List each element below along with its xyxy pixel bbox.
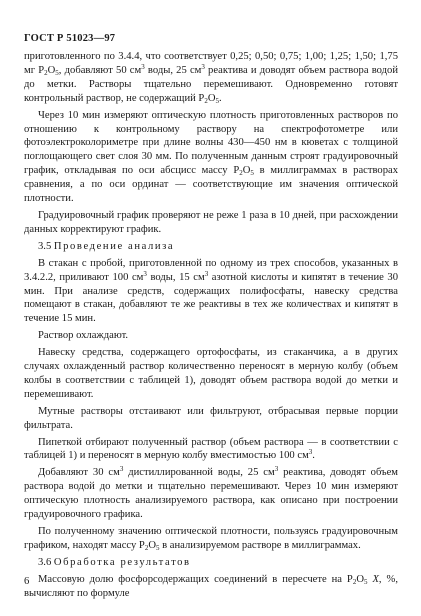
text-run: Навеску средства, содержащего ортофосфаты, из стаканчика, а в других случаях охлажденный раствор количественно переносят в мерную колбу (объем колбы в соответствии с таблицей 1), доводят объем раствора водой до метки и перемешивают.: [24, 347, 398, 400]
text-run: O: [148, 539, 156, 551]
paragraph-p2: [24, 109, 398, 206]
paragraph-p9: [24, 436, 398, 464]
text-run: 2: [204, 96, 208, 105]
text-run: 2: [44, 68, 48, 77]
section-heading: Обработка результатов: [53, 556, 191, 568]
text-run: По полученному значению оптической плотности, пользуясь градуировочным графиком, находят массу P: [24, 526, 398, 551]
text-run: .: [312, 450, 315, 462]
paragraph-p8: [24, 405, 398, 433]
text-run: 3.6: [38, 556, 54, 568]
text-run: воды, 25 см: [144, 64, 202, 76]
text-run: O: [356, 573, 364, 585]
text-run: Пипеткой отбирают полученный раствор (объем раствора — в соответствии с таблицей 1) и переносят в мерную колбу вместимостью 100 см: [24, 436, 398, 462]
text-run: 5: [363, 577, 368, 586]
text-run: 2: [144, 543, 149, 552]
text-run: Добавляют 30 см: [38, 467, 120, 479]
text-run: 3: [201, 62, 205, 71]
paragraph-p10: [24, 466, 398, 522]
text-run: , %, вычисляют по формуле: [24, 573, 398, 599]
text-run: , добавляют 50 см: [58, 64, 142, 76]
paragraph-p4: [24, 240, 398, 254]
text-run: В стакан с пробой, приготовленной по одному из трех способов, указанных в 3.4.2.2, приливают 100 см: [24, 257, 398, 283]
section-heading: Проведение анализа: [53, 240, 175, 252]
text-run: .: [218, 92, 222, 104]
text-run: Градуировочный график проверяют не реже 1 раза в 10 дней, при расхождении данных корректируют график.: [24, 209, 398, 235]
text-run: в анализируемом растворе в миллиграммах.: [159, 539, 361, 551]
text-run: 5: [55, 68, 59, 77]
text-run: в миллиграммах в растворах сравнения, а по оси ординат — соответствующие им значения оптической плотности.: [24, 165, 398, 205]
paragraph-p7: [24, 346, 398, 402]
text-run: X: [372, 573, 379, 585]
text-run: 3.5: [38, 240, 54, 252]
text-run: 3: [143, 269, 147, 278]
paragraph-p11: [24, 525, 398, 553]
text-run: азотной кислоты и кипятят в течение 30 мин. При анализе средств, содержащих полифосфаты, навеску средства помещают в стакан, добавляют те же реактивы в тех же количествах и кипятят в течение 15 мин.: [24, 271, 398, 325]
document-body: [24, 50, 398, 604]
text-run: 3: [119, 465, 124, 474]
page-number: 6: [24, 576, 30, 587]
text-run: 5: [155, 543, 160, 552]
text-run: O: [47, 64, 56, 76]
paragraph-p6: [24, 329, 398, 343]
text-run: реактива, доводят объем раствора водой до метки и тщательно перемешивают. Через 10 мин измеряют оптическую плотность анализируемого раствора, как описано при построении градуировочного графика.: [24, 467, 398, 521]
text-run: 2: [352, 577, 357, 586]
text-run: O: [207, 92, 216, 104]
paragraph-p5: [24, 257, 398, 327]
text-run: Мутные растворы отстаивают или фильтруют, отбрасывая первые порции фильтрата.: [24, 405, 398, 431]
text-run: 3: [204, 269, 209, 278]
paragraph-p1: [24, 50, 398, 106]
text-run: O: [242, 165, 251, 177]
paragraph-p3: [24, 209, 398, 237]
paragraph-p13: [24, 573, 398, 601]
text-run: 3: [141, 62, 145, 71]
text-run: приготовленного по 3.4.4, что соответствует 0,25; 0,50; 0,75; 1,00; 1,25; 1,50; 1,75 мг P: [24, 51, 398, 76]
text-run: 5: [250, 169, 254, 178]
paragraph-p12: [24, 556, 398, 570]
text-run: воды, 15 см: [146, 271, 205, 283]
text-run: Через 10 мин измеряют оптическую плотность приготовленных растворов по отношению к контрольному раствору на спектрофотометре или фотоэлектроколориметре при длине волны 430—450 нм в кюветах с толщиной поглощающего свет слоя 30 мм. По полученным данным строят градуировочный график, откладывая по оси абсцисс массу P: [24, 109, 398, 177]
text-run: 2: [239, 169, 243, 178]
text-run: Массовую долю фосфорсодержащих соединений в пересчете на P: [38, 573, 353, 585]
text-run: дистиллированной воды, 25 см: [123, 467, 275, 479]
text-run: реактива и доводят объем раствора водой до метки. Растворы тщательно перемешивают. Одновременно готовят контрольный раствор, не содержащий P: [24, 64, 398, 104]
text-run: 3: [308, 448, 313, 457]
text-run: 3: [274, 465, 279, 474]
standard-header: ГОСТ Р 51023—97: [24, 33, 116, 44]
text-run: Раствор охлаждают.: [38, 330, 129, 342]
text-run: 5: [215, 96, 219, 105]
